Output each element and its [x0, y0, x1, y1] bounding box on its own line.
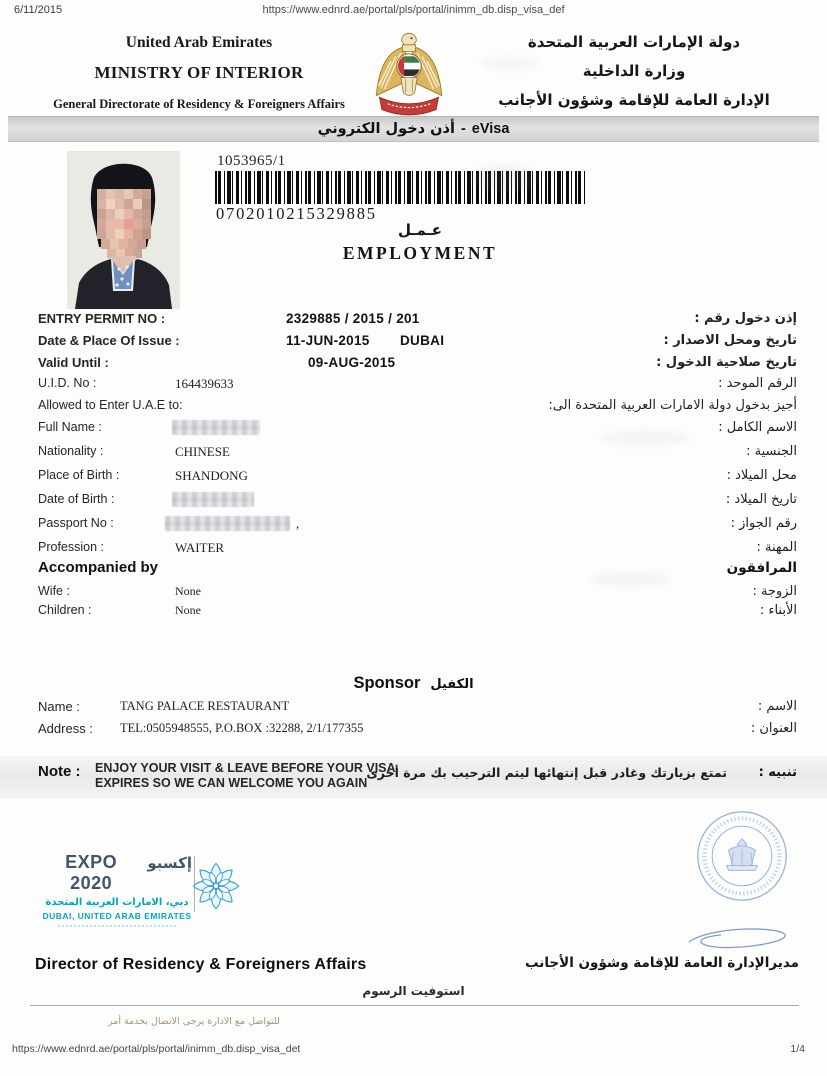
country-name-ar: دولة الإمارات العربية المتحدة [527, 33, 741, 51]
expo-wordmark-ar: إكسبو [147, 854, 192, 872]
field-row-passport-no [0, 516, 827, 534]
expo-city-ar: دبي، الامارات العربية المتحدة [45, 897, 189, 908]
fees-received-ar: استوفيت الرسوم [362, 984, 465, 998]
field-label: Address : [38, 721, 93, 736]
field-label: Allowed to Enter U.A.E to: [38, 398, 183, 412]
field-label-ar: الاسم : [757, 699, 797, 714]
print-date: 6/11/2015 [14, 4, 63, 16]
field-value: None [175, 584, 201, 598]
field-value-place: DUBAI [400, 333, 445, 348]
country-name-en: United Arab Emirates [125, 34, 273, 51]
expo-faint-line [58, 925, 176, 927]
ministry-name-ar: وزارة الداخلية [582, 62, 686, 80]
field-row-allowed-to-enter [0, 398, 827, 416]
field-value: WAITER [175, 540, 225, 555]
field-label: Date & Place Of Issue : [38, 333, 180, 348]
directorate-name-en: General Directorate of Residency & Foreigners Affairs [53, 97, 345, 111]
field-label-ar: الرقم الموحد : [718, 376, 797, 391]
file-number: 1053965/1 [217, 153, 286, 169]
footer-divider [30, 1005, 799, 1006]
field-value: 09-AUG-2015 [308, 355, 396, 370]
note-label: Note : [38, 763, 81, 780]
field-label: Valid Until : [38, 355, 109, 370]
field-row-entry-permit-no [0, 311, 827, 329]
official-round-stamp-icon [694, 808, 790, 909]
redacted-value [165, 516, 290, 531]
expo-city-en: DUBAI, UNITED ARAB EMIRATES [42, 911, 192, 921]
field-row-date-of-birth [0, 492, 827, 510]
note-text-ar: تمتع بزيارتك وغادر قبل إنتهائها ليتم الترحيب بك مرة أخرى [366, 765, 727, 780]
field-label-ar: تاريخ صلاحية الدخول : [656, 355, 797, 370]
redacted-value [172, 420, 260, 435]
evisa-title-bar [8, 116, 819, 142]
field-label-ar: المهنة : [756, 540, 797, 555]
director-title-ar: مديرالإدارة العامة للإقامة وشؤون الأجانب [525, 955, 799, 971]
accompanied-heading: Accompanied by [38, 559, 159, 576]
visa-type-ar: عـمـل [398, 221, 442, 239]
contact-note-ar: للتواصل مع الادارة يرجى الاتصال بخدمة أمر [108, 1016, 280, 1027]
field-label-ar: أجيز بدخول دولة الامارات العربية المتحدة الى: [548, 398, 797, 413]
signature-icon [683, 920, 791, 959]
field-label: Name : [38, 699, 80, 714]
print-source-url: https://www.ednrd.ae/portal/pls/portal/inimm_db.disp_visa_def [262, 4, 565, 16]
field-row-sponsor-name [0, 699, 827, 717]
field-value: TANG PALACE RESTAURANT [120, 699, 290, 713]
field-label-ar: محل الميلاد : [726, 468, 797, 483]
expo-wordmark-en: EXPO 2020 [65, 852, 118, 893]
field-label: Full Name : [38, 420, 102, 434]
expo-wordmark [42, 852, 192, 894]
field-row-nationality [0, 444, 827, 462]
field-label: Place of Birth : [38, 468, 120, 482]
director-title-en: Director of Residency & Foreigners Affairs [35, 956, 367, 973]
field-row-wife [0, 584, 827, 602]
field-label-ar: العنوان : [750, 721, 797, 736]
field-label-ar: الاسم الكامل : [718, 420, 797, 435]
field-value: 2329885 / 2015 / 201 [286, 311, 420, 326]
field-label-ar: رقم الجواز : [730, 516, 797, 531]
scan-artifact [470, 166, 540, 192]
field-row-issue-date-place [0, 333, 827, 351]
field-row-children [0, 603, 827, 621]
field-label-ar: الجنسية : [746, 444, 797, 459]
field-row-sponsor-address [0, 721, 827, 739]
expo-rosette-icon [190, 860, 242, 917]
redacted-value [172, 492, 254, 507]
evisa-title-ar: أذن دخول الكتروني [317, 121, 455, 137]
field-value-date: 11-JUN-2015 [286, 333, 370, 348]
field-label-ar: إذن دخول رقم : [694, 311, 797, 326]
field-label: Passport No : [38, 516, 114, 530]
uae-falcon-emblem-icon [368, 30, 450, 122]
note-section [0, 756, 827, 798]
scan-artifact [480, 56, 540, 70]
ministry-name-en: MINISTRY OF INTERIOR [94, 63, 304, 82]
field-value: CHINESE [175, 444, 230, 459]
accompanied-heading-ar: المرافقون [726, 560, 797, 576]
directorate-name-ar: الإدارة العامة للإقامة وشؤون الأجانب [498, 91, 770, 109]
note-text-line2: EXPIRES SO WE CAN WELCOME YOU AGAIN [95, 776, 368, 791]
field-label-ar: الأبناء : [759, 603, 797, 618]
field-label: Wife : [38, 584, 70, 598]
header-arabic [469, 33, 799, 120]
visa-type [290, 221, 550, 264]
field-label: Children : [38, 603, 92, 617]
field-row-valid-until [0, 355, 827, 373]
evisa-title-en: eVisa [471, 121, 510, 137]
footer-url: https://www.ednrd.ae/portal/pls/portal/inimm_db.disp_visa_det [12, 1043, 301, 1055]
field-label: U.I.D. No : [38, 376, 97, 390]
portrait-photo [67, 151, 180, 314]
field-value: 164439633 [175, 376, 234, 391]
sponsor-heading-en: Sponsor [353, 674, 421, 692]
field-label: ENTRY PERMIT NO : [38, 311, 166, 326]
field-value: TEL:0505948555, P.O.BOX :32288, 2/1/177355 [120, 721, 364, 735]
field-row-profession [0, 540, 827, 558]
sponsor-heading [0, 674, 827, 693]
field-label: Profession : [38, 540, 105, 554]
field-row-place-of-birth [0, 468, 827, 486]
note-label-ar: تنبيه : [758, 765, 797, 780]
expo-2020-logo [42, 852, 192, 927]
footer-page-number: 1/4 [790, 1043, 805, 1055]
field-label-ar: الزوجة : [752, 584, 797, 599]
field-label-ar: تاريخ الميلاد : [725, 492, 797, 507]
scan-artifact [590, 572, 670, 586]
field-value: SHANDONG [175, 468, 248, 483]
scan-artifact [600, 430, 690, 446]
field-row-uid-no [0, 376, 827, 394]
field-value: None [175, 603, 201, 617]
field-label: Nationality : [38, 444, 104, 458]
barcode-number: 0702010215329885 [216, 204, 377, 223]
field-row-full-name [0, 420, 827, 438]
note-text-line1: ENJOY YOUR VISIT & LEAVE BEFORE YOUR VISA [95, 761, 396, 775]
field-value-suffix: , [296, 516, 300, 531]
visa-type-en: EMPLOYMENT [342, 243, 498, 263]
field-label: Date of Birth : [38, 492, 115, 506]
evisa-title-sep: - [460, 121, 466, 137]
sponsor-heading-ar: الكفيل [430, 677, 474, 692]
field-label-ar: تاريخ ومحل الاصدار : [663, 333, 797, 348]
pixelated-face [97, 189, 151, 258]
header-english [28, 34, 370, 112]
